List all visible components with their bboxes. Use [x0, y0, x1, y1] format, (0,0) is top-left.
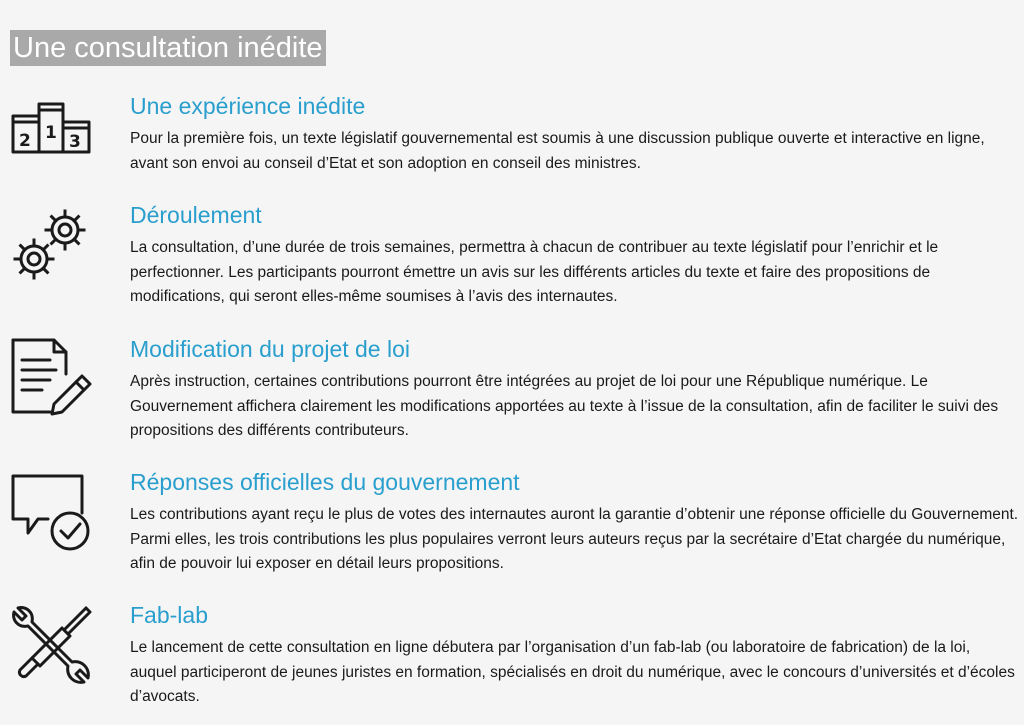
svg-text:3: 3	[69, 132, 81, 152]
tools-icon	[10, 604, 92, 686]
document-edit-icon	[10, 336, 92, 418]
section-heading: Déroulement	[130, 202, 262, 228]
speech-bubble-check-icon	[10, 473, 92, 555]
section-body: Les contributions ayant reçu le plus de votes des internautes auront la garantie d’obtenir une réponse officielle du Gouvernement. Parmi elles, les trois contributions les plus populaires verront leurs auteurs reçus par la secrétaire d’Etat chargée du numérique, afin de pouvoir lui exposer en détail leurs propositions.	[130, 506, 1019, 572]
section-heading: Une expérience inédite	[130, 93, 366, 119]
section-body: Après instruction, certaines contributions pourront être intégrées au projet de loi pour une République numérique. Le Gouvernement affichera clairement les modifications apportées au texte à l’issue de la consultation, afin de faciliter le suivi des propositions des différents contributeurs.	[130, 373, 999, 439]
section-body: Le lancement de cette consultation en ligne débutera par l’organisation d’un fab-lab (ou laboratoire de fabrication) de la loi, auquel participeront de jeunes juristes en formation, spécialisés en droit du numérique, avec le concours d’universités et d’écoles d’avocats.	[130, 639, 1015, 705]
section-heading: Fab-lab	[130, 602, 208, 628]
section-heading: Réponses officielles du gouvernement	[130, 469, 520, 495]
page-title: Une consultation inédite	[10, 30, 326, 66]
podium-icon	[10, 94, 92, 176]
section-body: La consultation, d’une durée de trois semaines, permettra à chacun de contribuer au texte législatif pour l’enrichir et le perfectionner. Les participants pourront émettre un avis sur les différents articles du texte et faire des propositions de modifications, qui seront elles-même soumises à l’avis des internautes.	[130, 239, 939, 305]
section-heading: Modification du projet de loi	[130, 336, 410, 362]
gears-icon	[10, 204, 92, 286]
svg-text:1: 1	[45, 123, 57, 143]
section-body: Pour la première fois, un texte législatif gouvernemental est soumis à une discussion publique ouverte et interactive en ligne, avant son envoi au conseil d’Etat et son adoption en conseil des ministres.	[130, 130, 985, 172]
svg-text:2: 2	[19, 131, 31, 151]
